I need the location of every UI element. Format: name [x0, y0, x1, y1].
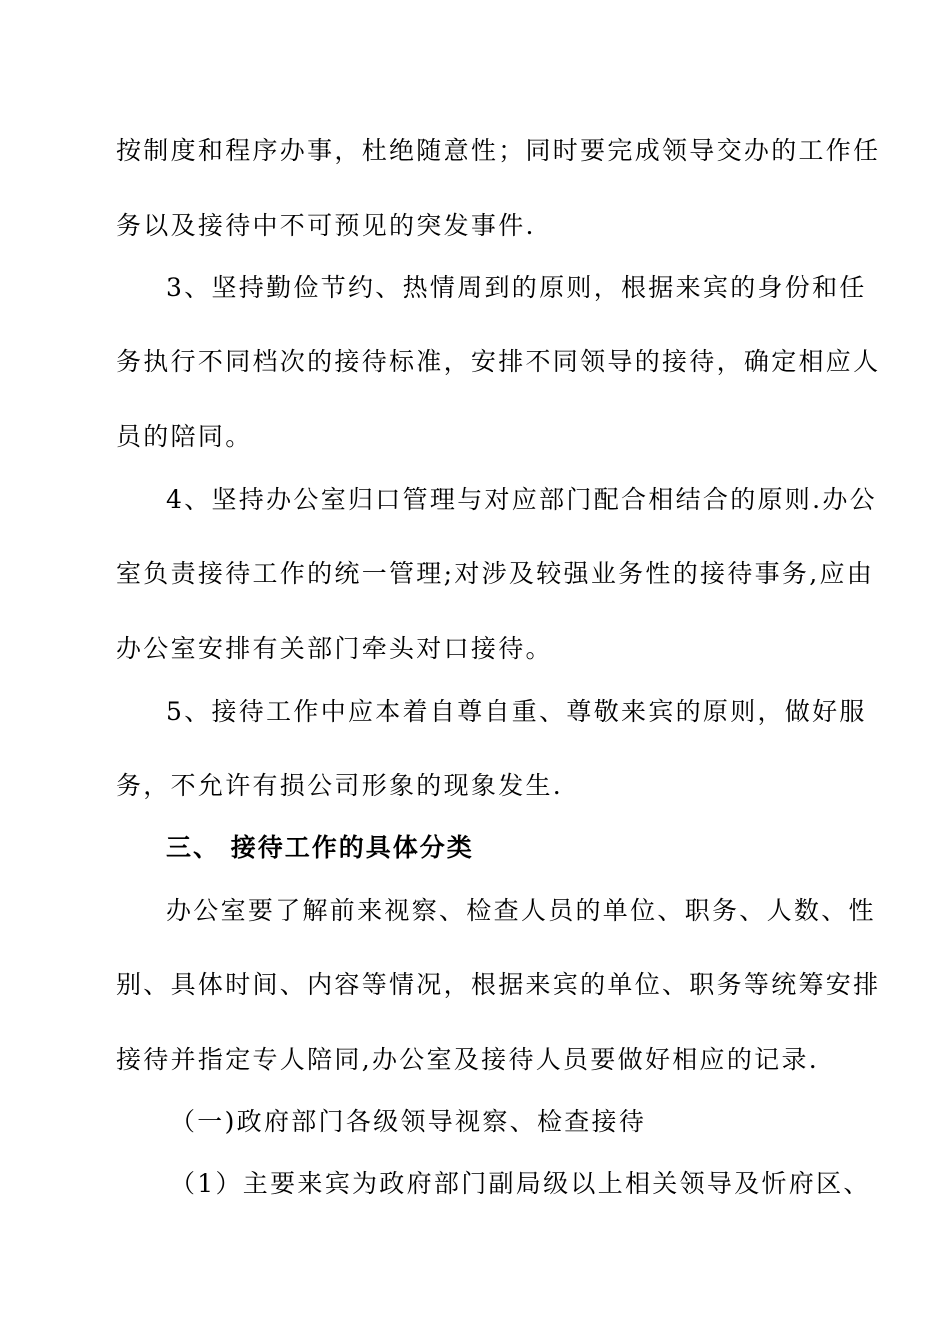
paragraph-line: 务以及接待中不可预见的突发事件. [116, 211, 536, 240]
paragraph-line: 4、坚持办公室归口管理与对应部门配合相结合的原则.办公 [166, 485, 877, 514]
paragraph-line: 员的陪同。 [116, 422, 253, 451]
paragraph-line: 按制度和程序办事，杜绝随意性；同时要完成领导交办的工作任 [116, 136, 881, 165]
paragraph-line: 办公室安排有关部门牵头对口接待。 [116, 634, 553, 663]
paragraph-line: （1）主要来宾为政府部门副局级以上相关领导及忻府区、 [170, 1169, 871, 1198]
paragraph-line: 接待并指定专人陪同,办公室及接待人员要做好相应的记录. [116, 1045, 819, 1074]
paragraph-line: 3、坚持勤俭节约、热情周到的原则，根据来宾的身份和任 [166, 273, 867, 302]
paragraph-line: 室负责接待工作的统一管理;对涉及较强业务性的接待事务,应由 [116, 559, 875, 588]
paragraph-line: 办公室要了解前来视察、检查人员的单位、职务、人数、性 [166, 896, 876, 925]
section-heading: 三、 接待工作的具体分类 [166, 833, 474, 862]
paragraph-line: 别、具体时间、内容等情况，根据来宾的单位、职务等统筹安排 [116, 970, 881, 999]
paragraph-line: 5、接待工作中应本着自尊自重、尊敬来宾的原则，做好服 [166, 697, 867, 726]
subsection-heading: （一)政府部门各级领导视察、检查接待 [170, 1107, 647, 1136]
paragraph-line: 务，不允许有损公司形象的现象发生. [116, 771, 564, 800]
paragraph-line: 务执行不同档次的接待标准，安排不同领导的接待，确定相应人 [116, 347, 881, 376]
